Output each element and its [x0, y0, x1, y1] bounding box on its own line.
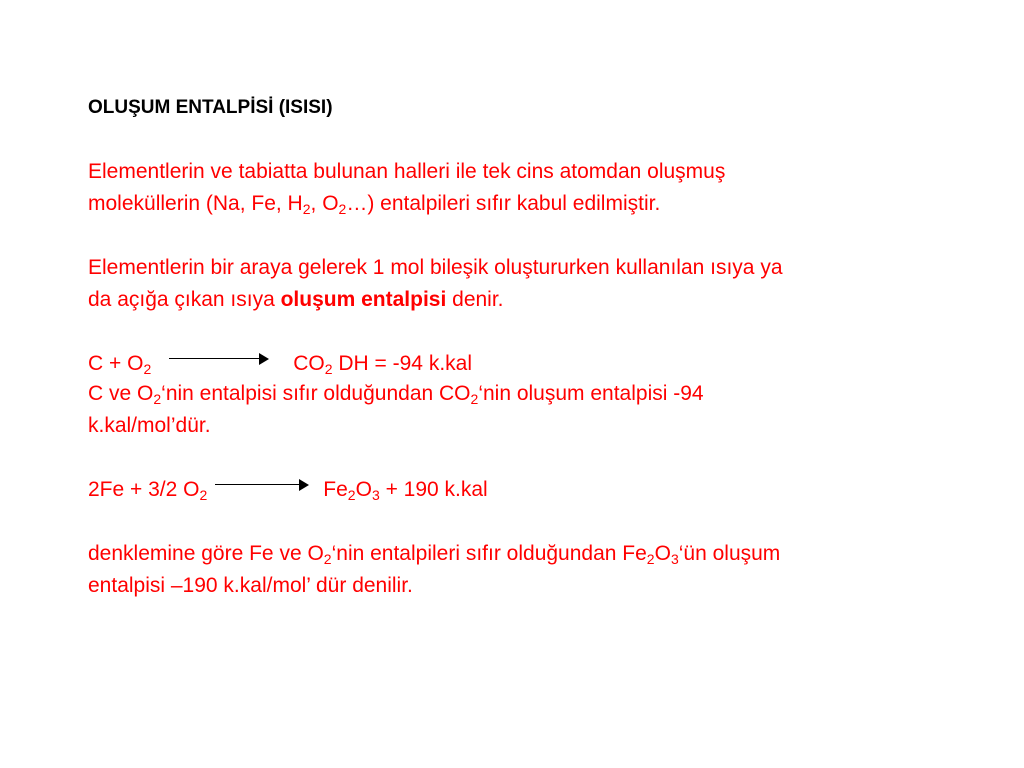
- subscript: 2: [338, 201, 347, 217]
- text: entalpisi –190 k.kal/mol’ dür denilir.: [88, 574, 413, 597]
- reaction-arrow-icon: [215, 479, 309, 491]
- subscript: 2: [324, 361, 333, 377]
- subscript: 3: [371, 487, 380, 503]
- spacer: [88, 506, 968, 538]
- text: , O: [310, 192, 339, 215]
- equation-reactants: 2Fe + 3/2 O: [88, 478, 200, 501]
- bold-term: oluşum entalpisi: [280, 288, 447, 311]
- subscript: 2: [347, 487, 356, 503]
- slide-title: OLUŞUM ENTALPİSİ (ISISI): [88, 97, 333, 118]
- text: …) entalpileri sıfır kabul edilmiştir.: [346, 192, 661, 215]
- spacer: [88, 316, 968, 348]
- subscript: 2: [470, 391, 479, 407]
- text: ‘nin entalpisi sıfır olduğundan CO: [161, 382, 471, 405]
- equation-product: CO: [293, 352, 325, 375]
- text: denir.: [446, 288, 504, 311]
- paragraph-elements-line-1: [88, 156, 968, 188]
- equation-product: Fe: [323, 478, 348, 501]
- spacer: [88, 220, 968, 252]
- spacer: [88, 442, 968, 474]
- text: da açığa çıkan ısıya: [88, 288, 281, 311]
- equation-co2: [88, 348, 968, 380]
- subscript: 2: [143, 361, 152, 377]
- paragraph-elements-line-2: [88, 188, 968, 220]
- paragraph-conclusion-line-2: [88, 570, 968, 602]
- text: denklemine göre Fe ve O: [88, 542, 324, 565]
- subscript: 2: [302, 201, 311, 217]
- text: Elementlerin bir araya gelerek 1 mol bileşik oluştururken kullanılan ısıya ya: [88, 256, 783, 279]
- equation-product: O: [355, 478, 372, 501]
- subscript: 2: [199, 487, 208, 503]
- slide-content: [88, 92, 968, 602]
- text: k.kal/mol’dür.: [88, 414, 211, 437]
- paragraph-definition-line-2: [88, 284, 968, 316]
- text: ‘ün oluşum: [678, 542, 781, 565]
- equation-reactants: C + O: [88, 352, 144, 375]
- note-co2-line-2: [88, 410, 968, 442]
- text: Elementlerin ve tabiatta bulunan halleri ile tek cins atomdan oluşmuş: [88, 160, 726, 183]
- equation-fe2o3: [88, 474, 968, 506]
- spacer: [88, 124, 968, 156]
- text: ‘nin oluşum entalpisi -94: [478, 382, 704, 405]
- text: ‘nin entalpileri sıfır olduğundan Fe: [331, 542, 647, 565]
- text: C ve O: [88, 382, 154, 405]
- subscript: 3: [670, 551, 679, 567]
- equation-enthalpy: + 190 k.kal: [379, 478, 488, 501]
- note-co2-line-1: [88, 378, 968, 410]
- subscript: 2: [153, 391, 162, 407]
- subscript: 2: [646, 551, 655, 567]
- paragraph-definition-line-1: [88, 252, 968, 284]
- reaction-arrow-icon: [169, 353, 269, 365]
- equation-enthalpy: DH = -94 k.kal: [332, 352, 472, 375]
- subscript: 2: [323, 551, 332, 567]
- text: moleküllerin (Na, Fe, H: [88, 192, 303, 215]
- paragraph-conclusion-line-1: [88, 538, 968, 570]
- text: O: [654, 542, 671, 565]
